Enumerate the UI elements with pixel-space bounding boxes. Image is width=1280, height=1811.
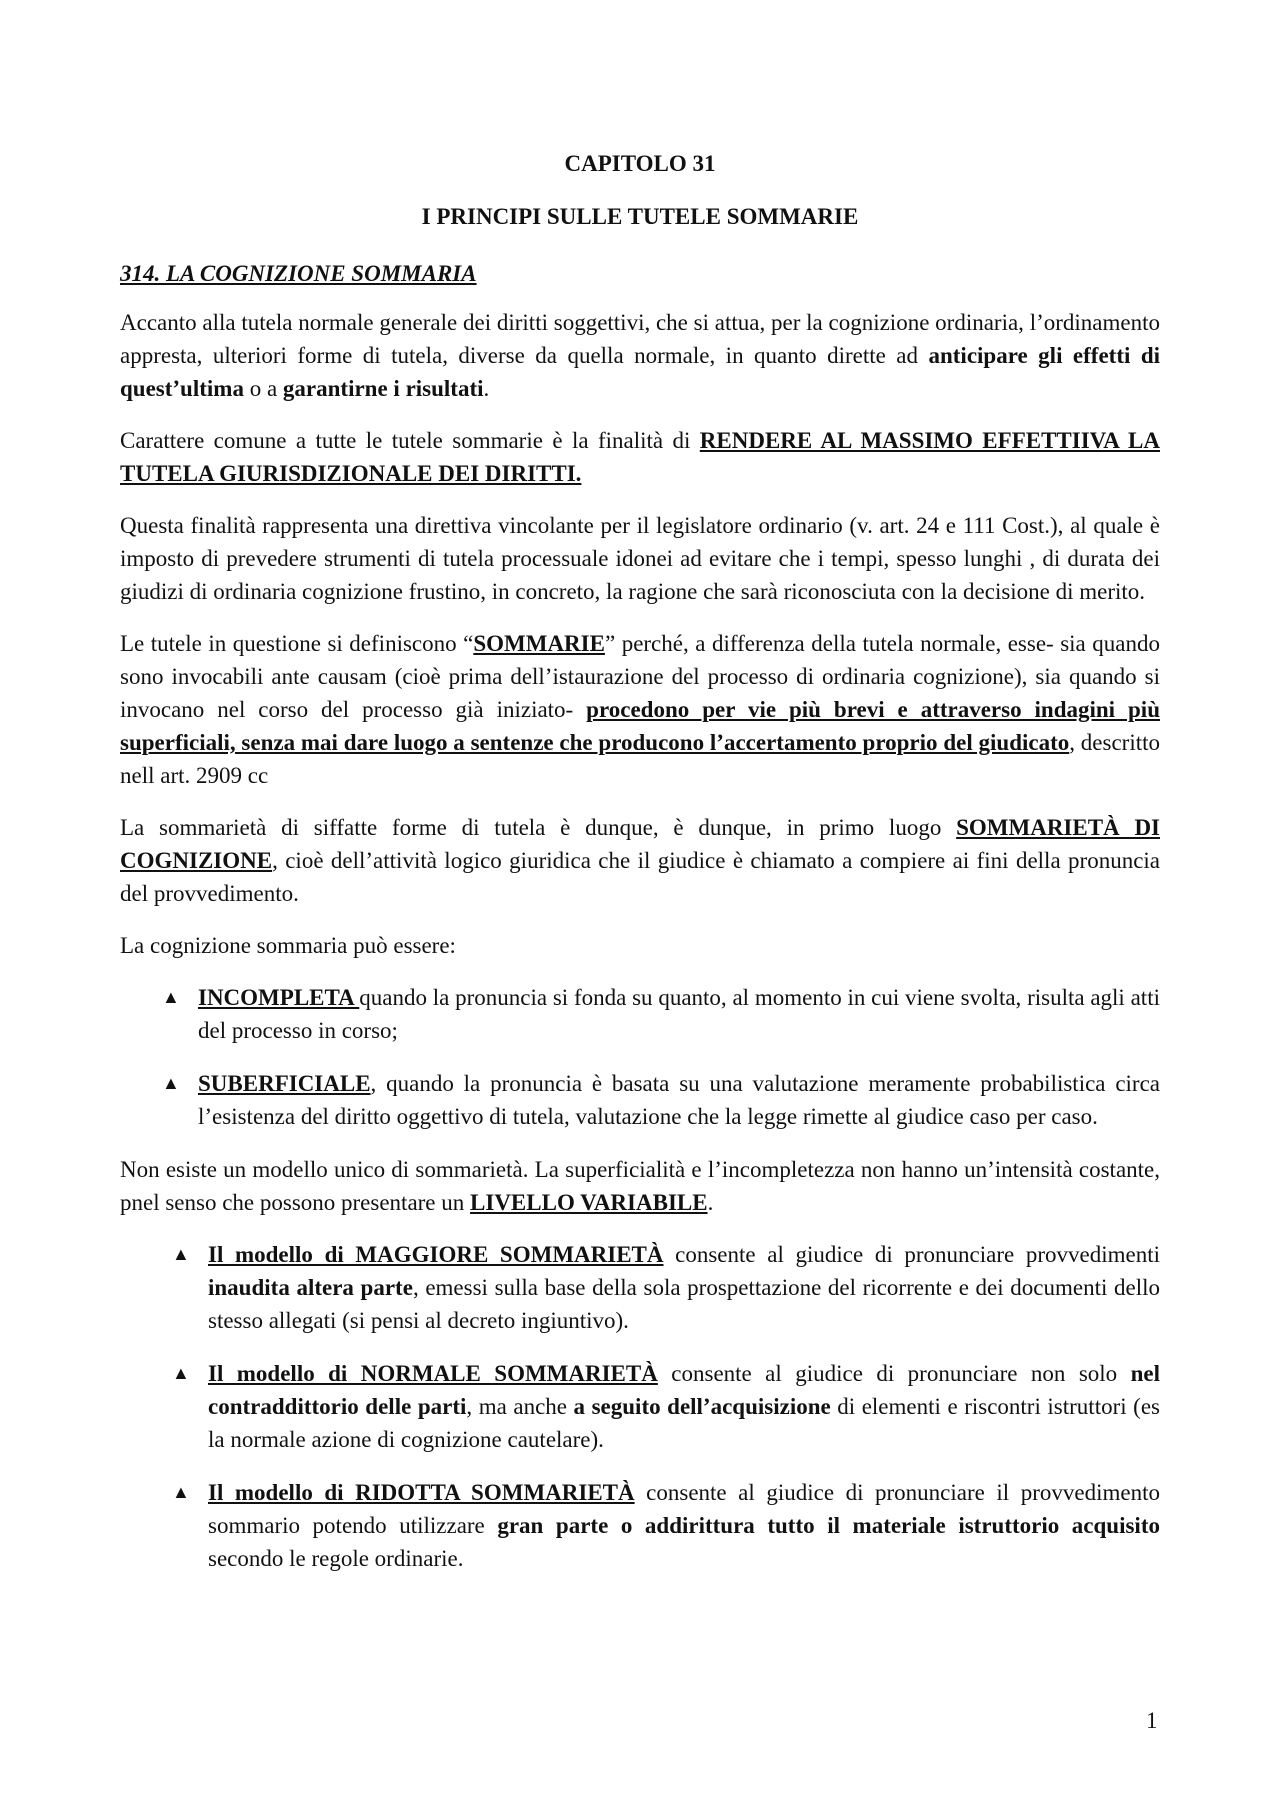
triangle-bullet-icon: ▲ <box>172 1363 190 1383</box>
bold-underlined-text: RENDERE AL MASSIMO EFFETTIIVA LA TUTELA GIURISDIZIONALE DEI DIRITTI. <box>120 428 1161 486</box>
text: ” perché, a differenza della tutela normale, esse- sia quando sono invocabili ante causam (cioè prima dell’istaurazione del processo di ordinaria cognizione), sia quando si invocano nel corso del processo già iniziato- <box>120 631 1160 722</box>
text: secondo le regole ordinarie. <box>208 1546 464 1571</box>
text: , quando la pronuncia è basata su una valutazione meramente probabilistica circa l’esistenza del diritto oggettivo di tutela, valutazione che la legge rimette al giudice caso per caso. <box>198 1071 1160 1129</box>
bold-text: a seguito dell’acquisizione <box>573 1394 831 1419</box>
bold-underlined-text: procedono per vie più brevi e attraverso indagini più superficiali, senza mai dare luogo a sentenze che producono l’accertamento proprio del giudicato <box>120 697 1160 755</box>
triangle-bullet-icon: ▲ <box>162 1073 180 1093</box>
text: La sommarietà di siffatte forme di tutela è dunque, è dunque, in primo luogo <box>120 815 957 840</box>
bold-underlined-text: SOMMARIETÀ DI COGNIZIONE <box>120 815 1160 873</box>
list-item <box>120 1067 1160 1133</box>
bold-text: inaudita altera parte <box>208 1275 413 1300</box>
paragraph-4 <box>120 627 1160 792</box>
text: , cioè dell’attività logico giuridica che il giudice è chiamato a compiere ai fini della pronuncia del provvedimento. <box>120 848 1160 906</box>
text: Accanto alla tutela normale generale dei diritti soggettivi, che si attua, per la cognizione ordinaria, l’ordinamento appresta, ulteriori forme di tutela, diverse da quella normale, in quanto dirette ad <box>120 310 1160 368</box>
bold-underlined-text: LIVELLO VARIABILE <box>470 1190 708 1215</box>
text: , ma anche <box>466 1394 574 1419</box>
text: Non esiste un modello unico di sommarietà. La superficialità e l’incompletezza non hanno un’intensità costante, pnel senso che possono presentare un <box>120 1157 1160 1215</box>
page-content <box>120 147 1160 1595</box>
bold-underlined-text: SUBERFICIALE <box>198 1071 371 1096</box>
section-heading: 314. LA COGNIZIONE SOMMARIA <box>120 261 477 286</box>
text: Le tutele in questione si definiscono “ <box>120 631 474 656</box>
text: quando la pronuncia si fonda su quanto, al momento in cui viene svolta, risulta agli atti del processo in corso; <box>198 985 1160 1043</box>
triangle-bullet-icon: ▲ <box>162 987 180 1007</box>
page-number: 1 <box>1146 1708 1158 1733</box>
bold-underlined-text: INCOMPLETA <box>198 985 360 1010</box>
paragraph-3: Questa finalità rappresenta una direttiva vincolante per il legislatore ordinario (v. art. 24 e 111 Cost.), al quale è imposto di prevedere strumenti di tutela processuale idonei ad evitare che i tempi, spesso lunghi , di durata dei giudizi di ordinaria cognizione frustino, in concreto, la ragione che sarà riconosciuta con la decisione di merito. <box>120 513 1160 604</box>
paragraph-2 <box>120 424 1160 490</box>
chapter-title: I PRINCIPI SULLE TUTELE SOMMARIE <box>421 204 859 229</box>
bold-underlined-text: Il modello di MAGGIORE SOMMARIETÀ <box>208 1242 664 1267</box>
text: . <box>707 1190 714 1215</box>
text: , emessi sulla base della sola prospettazione del ricorrente e dei documenti dello stesso allegati (si pensi al decreto ingiuntivo). <box>208 1275 1160 1333</box>
text: consente al giudice di pronunciare non solo <box>657 1361 1131 1386</box>
paragraph-6: La cognizione sommaria può essere: <box>120 933 456 958</box>
list-item <box>120 1357 1160 1456</box>
paragraph-1 <box>120 306 1160 405</box>
text: Carattere comune a tutte le tutele sommarie è la finalità di <box>120 428 700 453</box>
chapter-heading: CAPITOLO 31 <box>564 151 716 176</box>
bullet-list-cognizione <box>120 981 1160 1133</box>
bold-text: anticipare gli effetti di quest’ultima <box>120 343 1161 401</box>
text: o a <box>243 376 283 401</box>
paragraph-5 <box>120 811 1160 910</box>
list-item <box>120 981 1160 1047</box>
triangle-bullet-icon: ▲ <box>172 1482 190 1502</box>
bold-text: gran parte o addirittura tutto il materiale istruttorio acquisito <box>497 1513 1160 1538</box>
text: . <box>483 376 490 401</box>
text: consente al giudice di pronunciare provvedimenti <box>663 1242 1160 1267</box>
text: di elementi e riscontri istruttori (es la normale azione di cognizione cautelare). <box>208 1394 1160 1452</box>
list-item <box>120 1476 1160 1575</box>
triangle-bullet-icon: ▲ <box>172 1244 190 1264</box>
bold-underlined-text: Il modello di RIDOTTA SOMMARIETÀ <box>208 1480 635 1505</box>
text: , descritto nell art. 2909 cc <box>120 730 1160 788</box>
bold-underlined-text: SOMMARIE <box>473 631 605 656</box>
bold-text: garantirne i risultati <box>282 376 484 401</box>
bold-underlined-text: Il modello di NORMALE SOMMARIETÀ <box>208 1361 658 1386</box>
list-item <box>120 1238 1160 1337</box>
bullet-list-modelli <box>120 1238 1160 1575</box>
text: consente al giudice di pronunciare il provvedimento sommario potendo utilizzare <box>208 1480 1160 1538</box>
bold-text: nel contraddittorio delle parti <box>208 1361 1161 1419</box>
paragraph-7 <box>120 1153 1160 1219</box>
